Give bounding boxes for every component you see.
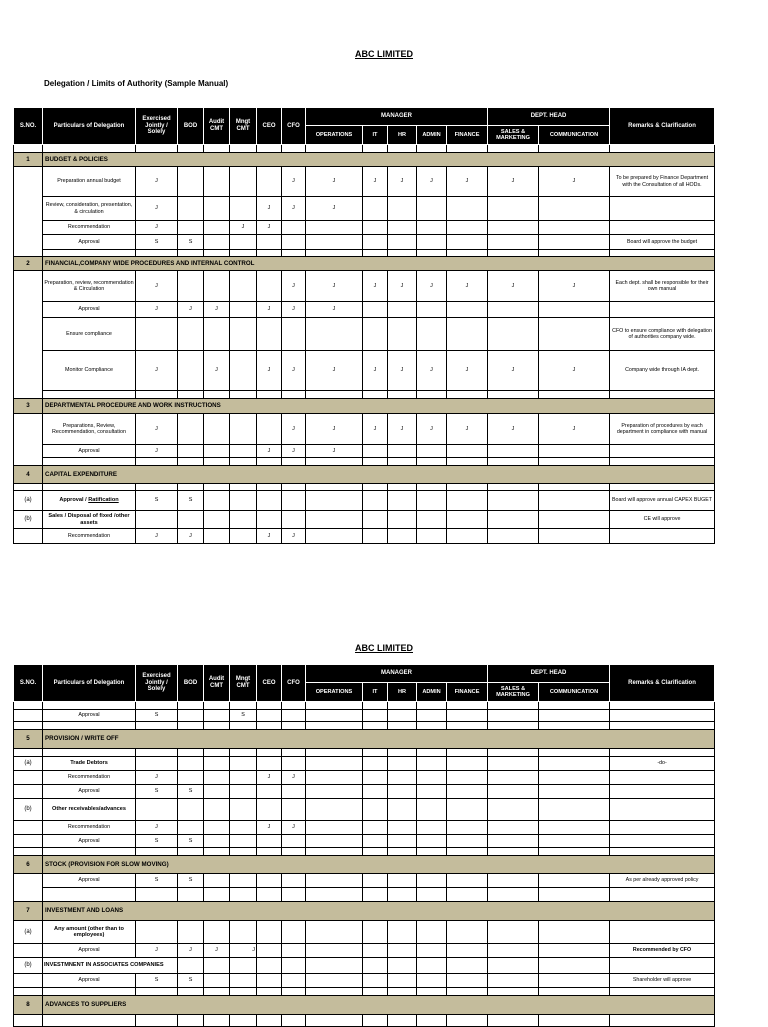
exercised-cell: J (136, 197, 178, 221)
col-exercised: Exercised Jointly / Solely (136, 108, 178, 145)
section-number: 2 (14, 257, 43, 271)
exercised-cell: J (136, 771, 178, 785)
table-row (14, 414, 715, 445)
exercised-cell: S (136, 974, 178, 988)
col-admin: ADMIN (417, 126, 447, 145)
exercised-cell: S (136, 874, 178, 888)
exercised-cell: J (136, 821, 178, 835)
exercised-cell: S (136, 710, 178, 722)
table-row (14, 529, 715, 544)
communication-cell: J (539, 167, 610, 197)
ceo-cell: J (257, 302, 282, 318)
particular-cell: Approval / Ratification (43, 491, 136, 511)
bod-cell: S (178, 874, 204, 888)
mngt-cell: J (230, 944, 257, 958)
table-row (14, 958, 715, 974)
operations-cell: J (306, 271, 363, 302)
col-exercised: Exercised Jointly / Solely (136, 665, 178, 702)
table-row (14, 821, 715, 835)
section-title: PROVISION / WRITE OFF (43, 730, 715, 749)
section-row (14, 856, 715, 874)
hr-cell: J (388, 271, 417, 302)
admin-cell: J (417, 167, 447, 197)
table-row (14, 921, 715, 944)
col-finance: FINANCE (447, 683, 488, 702)
exercised-cell: S (136, 785, 178, 799)
table-row (14, 874, 715, 888)
particular-cell: Trade Debtors (43, 757, 136, 771)
particular-cell: Monitor Compliance (43, 351, 136, 391)
admin-cell: J (417, 271, 447, 302)
exercised-cell: J (136, 302, 178, 318)
section-number: 6 (14, 856, 43, 874)
operations-cell: J (306, 414, 363, 445)
particular-cell: Preparation annual budget (43, 167, 136, 197)
company-title: ABC LIMITED (355, 49, 413, 59)
sales-cell: J (488, 167, 539, 197)
communication-cell: J (539, 351, 610, 391)
section-title: INVESTMENT AND LOANS (43, 902, 715, 921)
col-communication: COMMUNICATION (539, 683, 610, 702)
col-ceo: CEO (257, 108, 282, 145)
hr-cell: J (388, 167, 417, 197)
particular-cell: Any amount (other than to employees) (43, 921, 136, 944)
cfo-cell: J (282, 445, 306, 458)
col-bod: BOD (178, 665, 204, 702)
remarks-cell: Preparation of procedures by each department in compliance with manual (610, 414, 715, 445)
col-sales-marketing: SALES & MARKETING (488, 126, 539, 145)
exercised-cell: J (136, 271, 178, 302)
particular-cell: Preparation, review, recommendation & Circulation (43, 271, 136, 302)
col-it: IT (363, 683, 388, 702)
exercised-cell: J (136, 221, 178, 235)
finance-cell: J (447, 167, 488, 197)
audit-cell: J (204, 302, 230, 318)
cfo-cell: J (282, 771, 306, 785)
it-cell: J (363, 414, 388, 445)
ceo-cell: J (257, 771, 282, 785)
bod-cell: S (178, 785, 204, 799)
table-row (14, 221, 715, 235)
col-ceo: CEO (257, 665, 282, 702)
particular-cell: Recommendation (43, 821, 136, 835)
particular-cell: Approval (43, 445, 136, 458)
audit-cell: J (204, 944, 230, 958)
section-number: 7 (14, 902, 43, 921)
admin-cell: J (417, 351, 447, 391)
ceo-cell: J (257, 529, 282, 544)
col-audit: Audit CMT (204, 108, 230, 145)
remarks-cell: CFO to ensure compliance with delegation of authorities company wide. (610, 318, 715, 351)
remarks-cell: Recommended by CFO (610, 944, 715, 958)
operations-cell: J (306, 351, 363, 391)
section-title: FINANCIAL,COMPANY WIDE PROCEDURES AND INTERNAL CONTROL (43, 257, 715, 271)
section-row (14, 153, 715, 167)
exercised-cell: J (136, 445, 178, 458)
audit-cell: J (204, 351, 230, 391)
remarks-cell: Board will approve the budget (610, 235, 715, 250)
it-cell: J (363, 271, 388, 302)
remarks-cell: Shareholder will approve (610, 974, 715, 988)
it-cell: J (363, 167, 388, 197)
col-mngt: Mngt CMT (230, 108, 257, 145)
particular-cell: Recommendation (43, 771, 136, 785)
cfo-cell: J (282, 167, 306, 197)
section-number: 8 (14, 996, 43, 1015)
it-cell: J (363, 351, 388, 391)
sub-number: (b) (14, 958, 43, 974)
cfo-cell: J (282, 197, 306, 221)
particular-cell: Approval (43, 710, 136, 722)
col-finance: FINANCE (447, 126, 488, 145)
col-admin: ADMIN (417, 683, 447, 702)
table-row (14, 511, 715, 529)
delegation-table-page-2 (13, 664, 715, 1027)
col-manager-group: MANAGER (306, 665, 488, 683)
section-number: 3 (14, 399, 43, 414)
section-title: ADVANCES TO SUPPLIERS (43, 996, 715, 1015)
sub-number: (a) (14, 491, 43, 511)
col-dept-head-group: DEPT. HEAD (488, 665, 610, 683)
particular-cell: Sales / Disposal of fixed /other assets (43, 511, 136, 529)
mngt-cell: J (230, 221, 257, 235)
remarks-cell: CE will approve (610, 511, 715, 529)
remarks-cell: To be prepared by Finance Department with the Consultation of all HODs. (610, 167, 715, 197)
col-operations: OPERATIONS (306, 683, 363, 702)
remarks-cell: As per already approved policy (610, 874, 715, 888)
section-title: STOCK (PROVISION FOR SLOW MOVING) (43, 856, 715, 874)
table-row (14, 271, 715, 302)
sales-cell: J (488, 414, 539, 445)
section-row (14, 996, 715, 1015)
hr-cell: J (388, 351, 417, 391)
col-particulars: Particulars of Delegation (43, 665, 136, 702)
section-title: DEPARTMENTAL PROCEDURE AND WORK INSTRUCTIONS (43, 399, 715, 414)
table-row (14, 351, 715, 391)
col-dept-head-group: DEPT. HEAD (488, 108, 610, 126)
col-operations: OPERATIONS (306, 126, 363, 145)
finance-cell: J (447, 414, 488, 445)
cfo-cell: J (282, 529, 306, 544)
col-mngt: Mngt CMT (230, 665, 257, 702)
col-sno: S.NO. (14, 665, 43, 702)
section-number: 1 (14, 153, 43, 167)
col-manager-group: MANAGER (306, 108, 488, 126)
sales-cell: J (488, 271, 539, 302)
particular-cell: Approval (43, 974, 136, 988)
exercised-cell: S (136, 835, 178, 848)
particular-cell: Approval (43, 835, 136, 848)
table-row (14, 974, 715, 988)
bod-cell: S (178, 491, 204, 511)
cfo-cell: J (282, 821, 306, 835)
bod-cell: J (178, 302, 204, 318)
section-number: 5 (14, 730, 43, 749)
operations-cell: J (306, 197, 363, 221)
section-row (14, 257, 715, 271)
particular-cell: Approval (43, 235, 136, 250)
col-cfo: CFO (282, 108, 306, 145)
exercised-cell: S (136, 491, 178, 511)
exercised-cell: J (136, 414, 178, 445)
admin-cell: J (417, 414, 447, 445)
col-sno: S.NO. (14, 108, 43, 145)
table-row (14, 491, 715, 511)
remarks-cell: Each dept. shall be responsible for their own manual (610, 271, 715, 302)
section-title: CAPITAL EXPENDITURE (43, 466, 715, 484)
operations-cell: J (306, 445, 363, 458)
hr-cell: J (388, 414, 417, 445)
section-row (14, 399, 715, 414)
bod-cell: S (178, 835, 204, 848)
particular-cell: Other receivables/advances (43, 799, 136, 821)
ceo-cell: J (257, 351, 282, 391)
col-sales-marketing: SALES & MARKETING (488, 683, 539, 702)
finance-cell: J (447, 271, 488, 302)
mngt-cell: S (230, 710, 257, 722)
cfo-cell: J (282, 302, 306, 318)
company-title-page-2: ABC LIMITED (355, 643, 413, 653)
particular-cell: Approval (43, 785, 136, 799)
ceo-cell: J (257, 821, 282, 835)
sales-cell: J (488, 351, 539, 391)
remarks-cell: Company wide through IA dept. (610, 351, 715, 391)
col-communication: COMMUNICATION (539, 126, 610, 145)
bod-cell: S (178, 974, 204, 988)
col-audit: Audit CMT (204, 665, 230, 702)
cfo-cell: J (282, 351, 306, 391)
table-row (14, 197, 715, 221)
particular-cell: Preparations, Review, Recommendation, consultation (43, 414, 136, 445)
table-row (14, 757, 715, 771)
exercised-cell: J (136, 529, 178, 544)
col-bod: BOD (178, 108, 204, 145)
particular-cell: Recommendation (43, 221, 136, 235)
col-cfo: CFO (282, 665, 306, 702)
communication-cell: J (539, 414, 610, 445)
exercised-cell: J (136, 351, 178, 391)
exercised-cell: S (136, 235, 178, 250)
finance-cell: J (447, 351, 488, 391)
ceo-cell: J (257, 197, 282, 221)
table-row (14, 167, 715, 197)
exercised-cell: J (136, 167, 178, 197)
sub-number: (b) (14, 799, 43, 821)
ceo-cell: J (257, 221, 282, 235)
operations-cell: J (306, 302, 363, 318)
table-row (14, 302, 715, 318)
table-row (14, 318, 715, 351)
table-row (14, 835, 715, 848)
sub-number: (b) (14, 511, 43, 529)
table-row (14, 944, 715, 958)
operations-cell: J (306, 167, 363, 197)
table-row (14, 445, 715, 458)
remarks-cell: -do- (610, 757, 715, 771)
table-row (14, 785, 715, 799)
col-it: IT (363, 126, 388, 145)
col-remarks: Remarks & Clarification (610, 108, 715, 145)
communication-cell: J (539, 271, 610, 302)
bod-cell: J (178, 944, 204, 958)
sub-number: (a) (14, 921, 43, 944)
remarks-cell: Board will approve annual CAPEX BUGET (610, 491, 715, 511)
exercised-cell: J (136, 944, 178, 958)
particular-cell: Review, consideration, presentation, & circulation (43, 197, 136, 221)
ceo-cell: J (257, 445, 282, 458)
section-number: 4 (14, 466, 43, 484)
delegation-table (13, 107, 715, 544)
section-row (14, 730, 715, 749)
table-row (14, 710, 715, 722)
bod-cell: S (178, 235, 204, 250)
cfo-cell: J (282, 414, 306, 445)
particular-cell: Approval (43, 874, 136, 888)
section-title: BUDGET & POLICIES (43, 153, 715, 167)
col-particulars: Particulars of Delegation (43, 108, 136, 145)
particular-cell: Approval (43, 944, 136, 958)
particular-cell: Ensure compliance (43, 318, 136, 351)
particular-cell: INVESTMNENT IN ASSOCIATES COMPANIES (43, 958, 178, 974)
cfo-cell: J (282, 271, 306, 302)
particular-cell: Approval (43, 302, 136, 318)
col-remarks: Remarks & Clarification (610, 665, 715, 702)
bod-cell: J (178, 529, 204, 544)
table-header (14, 665, 715, 702)
section-row (14, 466, 715, 484)
col-hr: HR (388, 126, 417, 145)
col-hr: HR (388, 683, 417, 702)
section-row (14, 902, 715, 921)
document-subtitle: Delegation / Limits of Authority (Sample Manual) (44, 79, 229, 88)
table-row (14, 235, 715, 250)
particular-cell: Recommendation (43, 529, 136, 544)
table-row (14, 771, 715, 785)
table-header (14, 108, 715, 145)
table-row (14, 799, 715, 821)
sub-number: (a) (14, 757, 43, 771)
